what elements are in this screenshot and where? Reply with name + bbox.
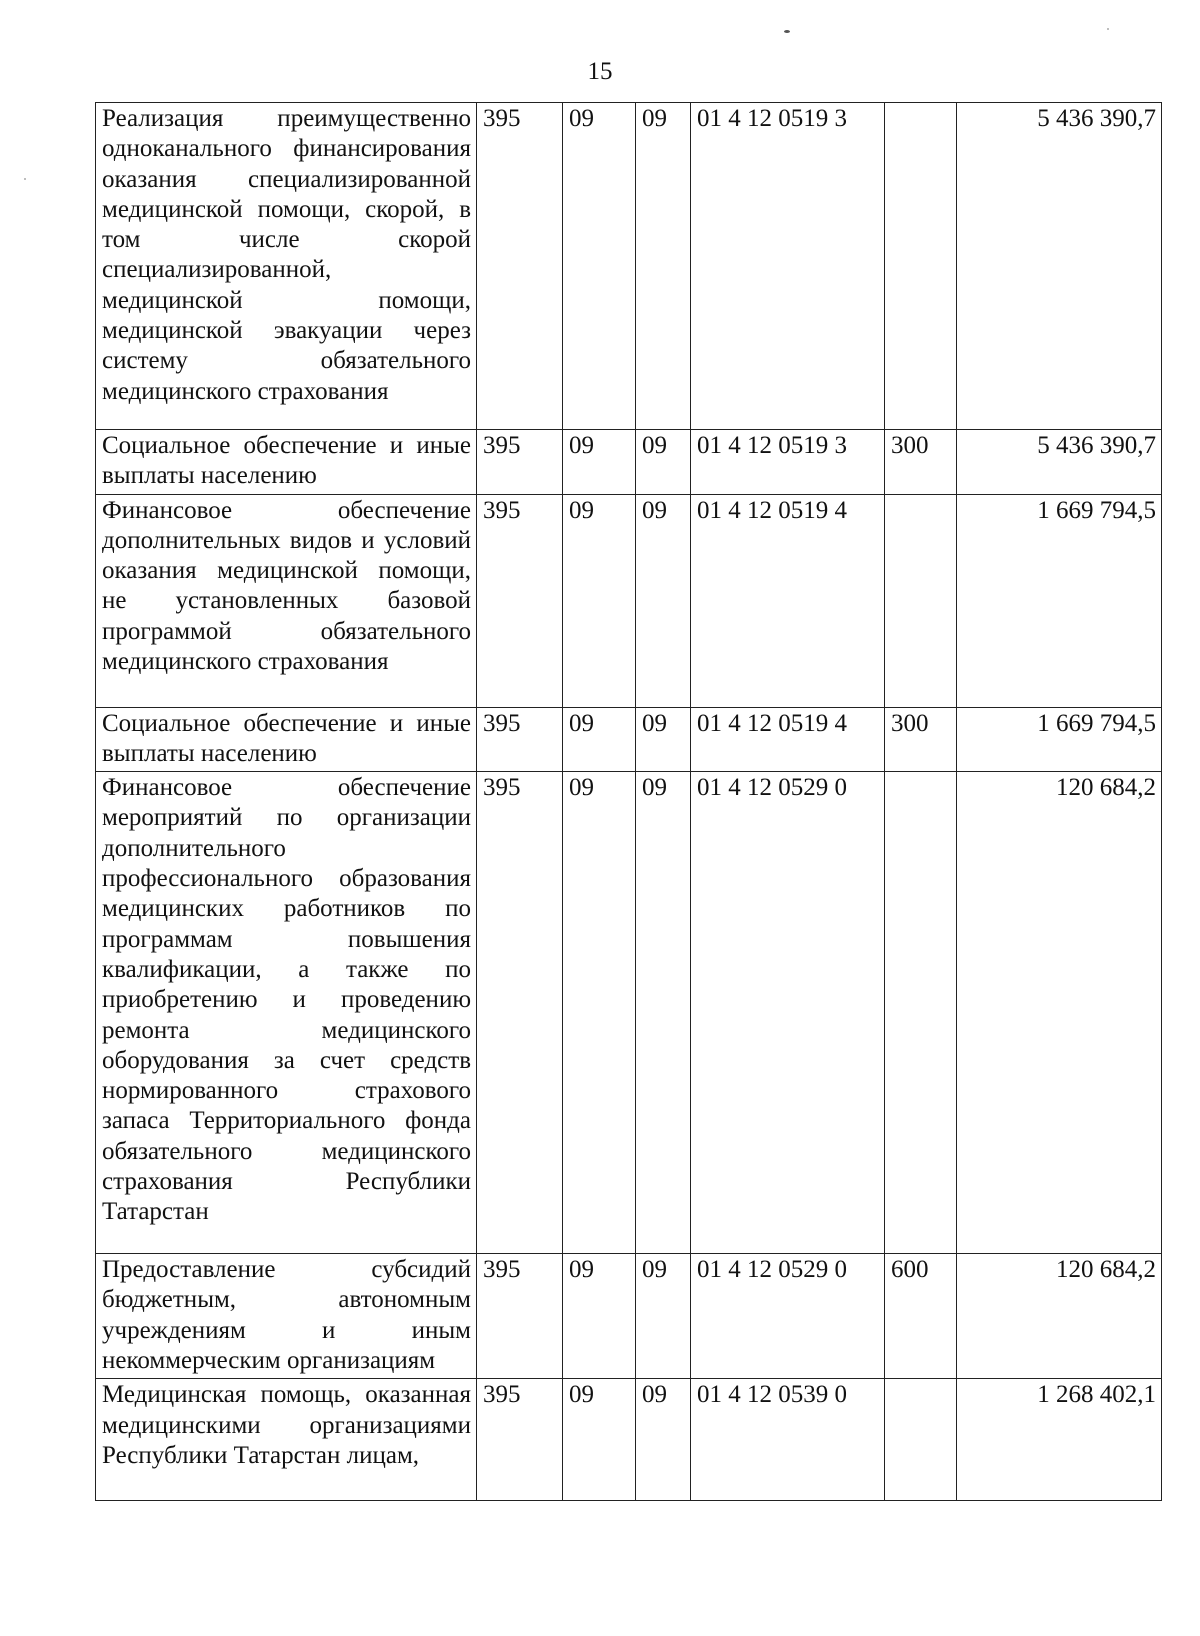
amount: 1 268 402,1 [957,1379,1162,1501]
expense-type-code: 300 [885,707,957,772]
row-description: Предоставление субсидий бюджетным, автономным учреждениям и иным некоммерческим организациям [96,1254,477,1379]
section-code: 09 [563,494,636,707]
page-number: 15 [587,58,613,85]
target-article-code: 01 4 12 0529 0 [691,1254,885,1379]
amount: 120 684,2 [957,1254,1162,1379]
section-code: 09 [563,772,636,1254]
target-article-code: 01 4 12 0519 4 [691,707,885,772]
expense-type-code [885,103,957,430]
target-article-code: 01 4 12 0539 0 [691,1379,885,1501]
row-description: Финансовое обеспечение дополнительных видов и условий оказания медицинской помощи, не установленных базовой программой обязательного медицинского страхования [96,494,477,707]
ministry-code: 395 [477,494,563,707]
expense-type-code [885,772,957,1254]
row-description: Реализация преимущественно одноканального финансирования оказания специализированной медицинской помощи, скорой, в том числе скорой специализированной, медицинской помощи, медицинской эвакуации через систему обязательного медицинского страхования [96,103,477,430]
subsection-code: 09 [636,772,691,1254]
table-row [96,494,1162,707]
subsection-code: 09 [636,494,691,707]
table-row [96,1379,1162,1501]
target-article-code: 01 4 12 0519 3 [691,430,885,495]
ministry-code: 395 [477,1379,563,1501]
table-row [96,430,1162,495]
section-code: 09 [563,707,636,772]
table-row [96,772,1162,1254]
scan-speck [24,178,26,180]
amount: 5 436 390,7 [957,103,1162,430]
expense-type-code [885,494,957,707]
budget-table [95,102,1162,1501]
scan-speck [1107,28,1109,30]
row-description: Социальное обеспечение и иные выплаты населению [96,430,477,495]
ministry-code: 395 [477,1254,563,1379]
amount: 1 669 794,5 [957,707,1162,772]
table-row [96,103,1162,430]
subsection-code: 09 [636,1379,691,1501]
row-description: Социальное обеспечение и иные выплаты населению [96,707,477,772]
section-code: 09 [563,1379,636,1501]
target-article-code: 01 4 12 0519 4 [691,494,885,707]
ministry-code: 395 [477,430,563,495]
subsection-code: 09 [636,1254,691,1379]
scan-speck [784,30,790,33]
target-article-code: 01 4 12 0519 3 [691,103,885,430]
row-description: Финансовое обеспечение мероприятий по организации дополнительного профессионального образования медицинских работников по программам повышения квалификации, а также по приобретению и проведению ремонта медицинского оборудования за счет средств нормированного страхового запаса Территориального фонда обязательного медицинского страхования Республики Татарстан [96,772,477,1254]
subsection-code: 09 [636,707,691,772]
section-code: 09 [563,430,636,495]
table-row [96,707,1162,772]
expense-type-code: 300 [885,430,957,495]
subsection-code: 09 [636,430,691,495]
table-row [96,1254,1162,1379]
ministry-code: 395 [477,772,563,1254]
row-description: Медицинская помощь, оказанная медицинскими организациями Республики Татарстан лицам, [96,1379,477,1501]
section-code: 09 [563,1254,636,1379]
expense-type-code [885,1379,957,1501]
section-code: 09 [563,103,636,430]
ministry-code: 395 [477,707,563,772]
ministry-code: 395 [477,103,563,430]
target-article-code: 01 4 12 0529 0 [691,772,885,1254]
amount: 1 669 794,5 [957,494,1162,707]
amount: 120 684,2 [957,772,1162,1254]
subsection-code: 09 [636,103,691,430]
expense-type-code: 600 [885,1254,957,1379]
amount: 5 436 390,7 [957,430,1162,495]
